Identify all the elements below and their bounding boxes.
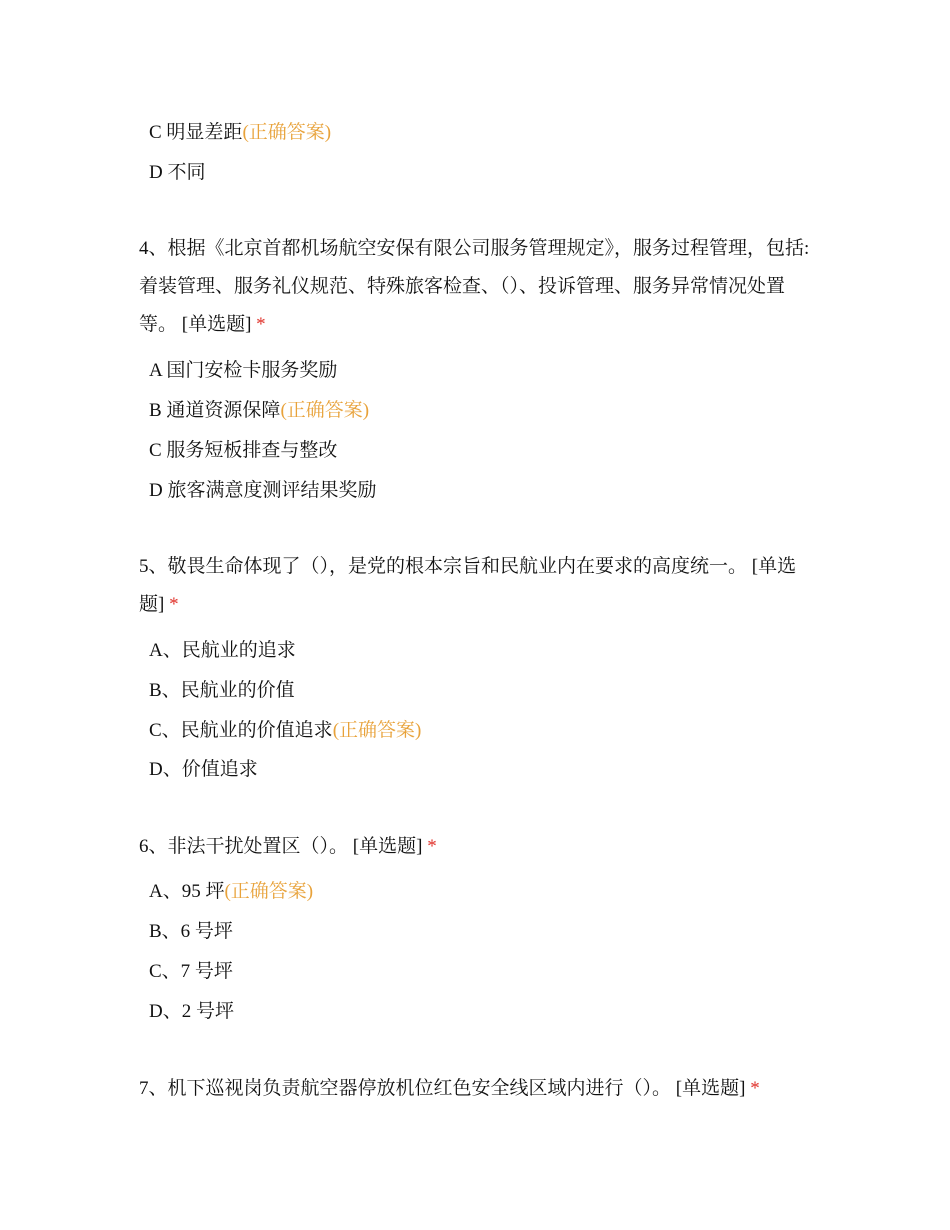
option-q6-a bbox=[149, 880, 313, 904]
question-4 bbox=[139, 230, 819, 344]
question-type: [单选题] bbox=[675, 1078, 746, 1099]
option-label: A 国门安检卡服务奖励 bbox=[149, 360, 338, 381]
question-number: 4、 bbox=[139, 238, 168, 259]
question-text: 机下巡视岗负责航空器停放机位红色安全线区域内进行（）。 bbox=[167, 1078, 672, 1099]
option-q6-d bbox=[149, 1000, 234, 1024]
option-q3-c bbox=[149, 121, 331, 145]
option-q4-c bbox=[149, 439, 337, 463]
question-type: [单选题] bbox=[352, 836, 423, 857]
option-q6-b bbox=[149, 920, 233, 944]
option-q5-d bbox=[149, 758, 258, 782]
option-label: A、95 坪 bbox=[149, 881, 225, 902]
question-7 bbox=[139, 1070, 819, 1108]
question-text: 非法干扰处置区（）。 bbox=[167, 836, 349, 857]
option-label: C 明显差距 bbox=[149, 122, 243, 143]
option-q5-a bbox=[149, 639, 296, 663]
option-q4-a bbox=[149, 359, 337, 383]
option-q5-c bbox=[149, 719, 421, 743]
correct-answer-tag: (正确答案) bbox=[332, 720, 422, 741]
option-label: C 服务短板排查与整改 bbox=[149, 440, 338, 461]
option-label: A、民航业的追求 bbox=[149, 640, 296, 661]
option-label: D、2 号坪 bbox=[149, 1001, 234, 1022]
option-label: D 不同 bbox=[149, 162, 206, 183]
question-text: 根据《北京首都机场航空安保有限公司服务管理规定》，服务过程管理，包括:着装管理、服务礼仪规范、特殊旅客检查、（）、投诉管理、服务异常情况处置等。 bbox=[139, 238, 810, 335]
option-q3-d bbox=[149, 161, 205, 185]
option-q4-d bbox=[149, 479, 376, 503]
required-mark: * bbox=[256, 314, 266, 335]
option-q4-b bbox=[149, 399, 369, 423]
option-label: B 通道资源保障 bbox=[149, 400, 281, 421]
option-label: C、民航业的价值追求 bbox=[149, 720, 333, 741]
question-5 bbox=[139, 548, 819, 624]
required-mark: * bbox=[169, 594, 179, 615]
option-label: D、价值追求 bbox=[149, 759, 258, 780]
correct-answer-tag: (正确答案) bbox=[224, 881, 314, 902]
option-label: B、民航业的价值 bbox=[149, 680, 295, 701]
option-label: B、6 号坪 bbox=[149, 921, 233, 942]
correct-answer-tag: (正确答案) bbox=[280, 400, 370, 421]
question-number: 7、 bbox=[139, 1078, 168, 1099]
question-number: 5、 bbox=[139, 556, 168, 577]
correct-answer-tag: (正确答案) bbox=[242, 122, 332, 143]
option-label: D 旅客满意度测评结果奖励 bbox=[149, 480, 377, 501]
question-text: 敬畏生命体现了（），是党的根本宗旨和民航业内在要求的高度统一。 bbox=[167, 556, 748, 577]
question-number: 6、 bbox=[139, 836, 168, 857]
question-type: [单选题] bbox=[139, 556, 797, 615]
option-q6-c bbox=[149, 960, 233, 984]
required-mark: * bbox=[750, 1078, 760, 1099]
question-6 bbox=[139, 828, 819, 866]
question-type: [单选题] bbox=[181, 314, 252, 335]
required-mark: * bbox=[427, 836, 437, 857]
option-q5-b bbox=[149, 679, 295, 703]
option-label: C、7 号坪 bbox=[149, 961, 233, 982]
